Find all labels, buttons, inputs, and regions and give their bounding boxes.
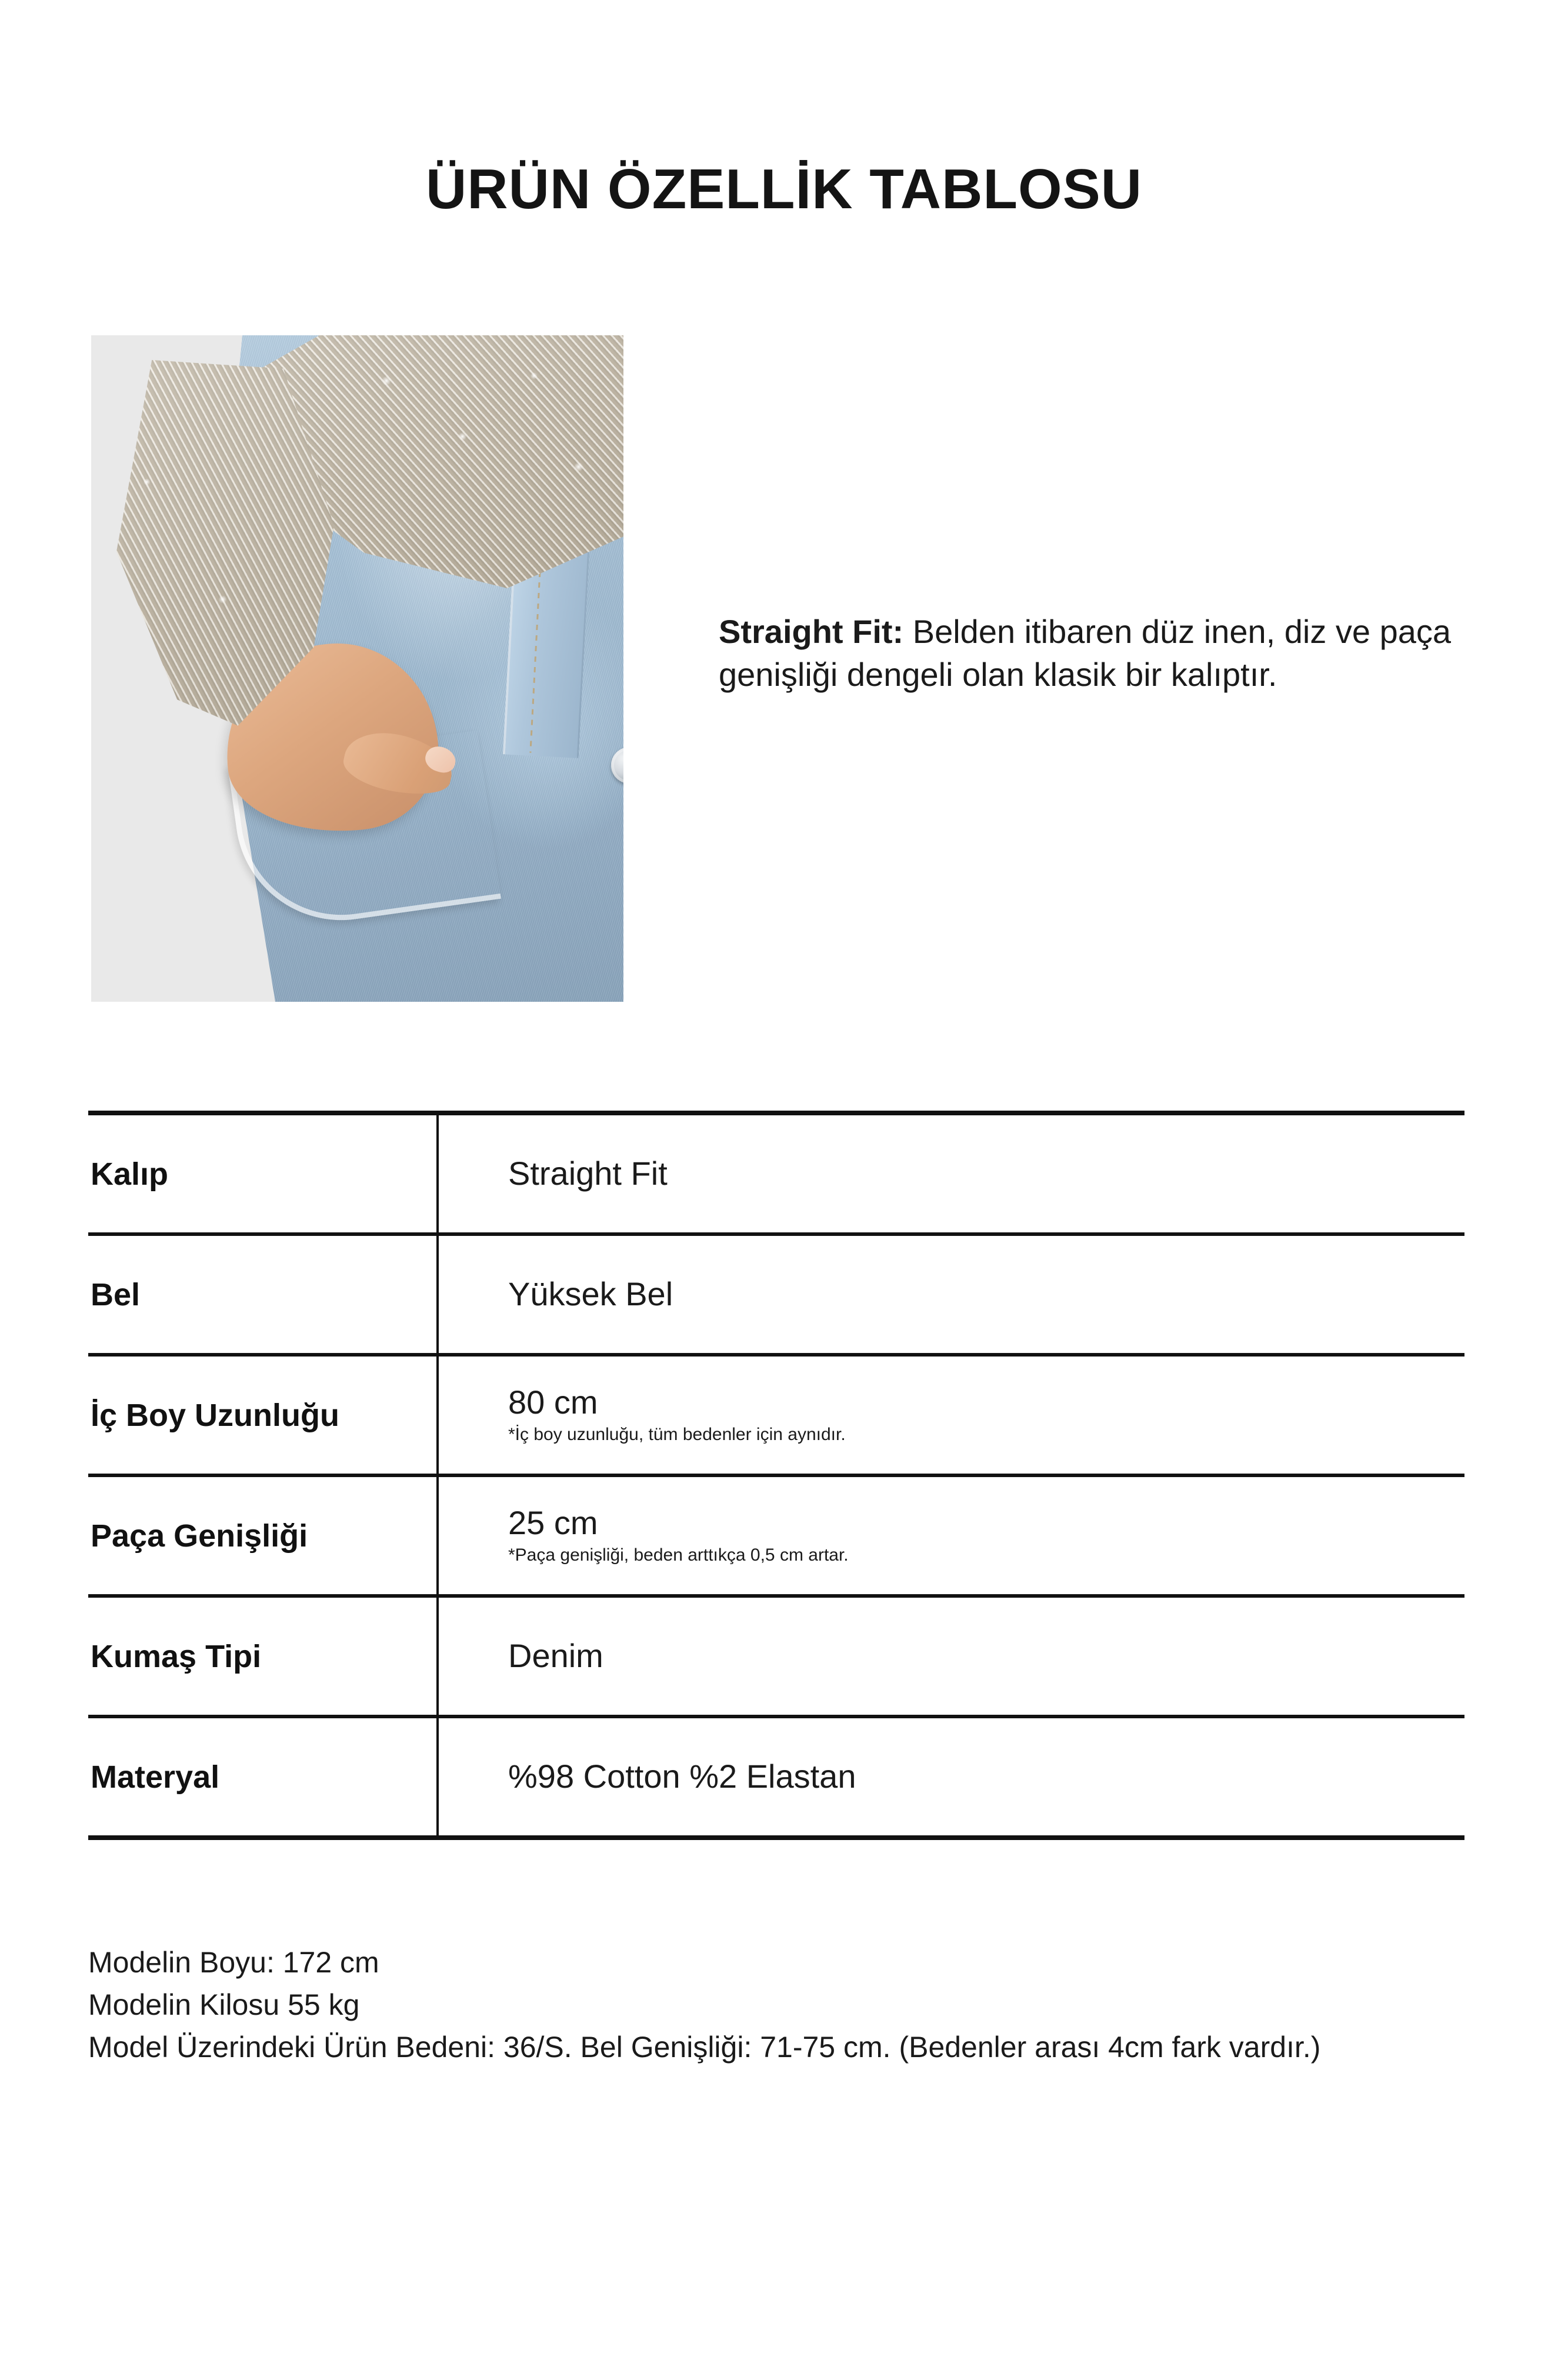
spec-value-note: *İç boy uzunluğu, tüm bedenler için aynıdır. xyxy=(508,1425,846,1445)
model-size-line: Model Üzerindeki Ürün Bedeni: 36/S. Bel Genişliği: 71-75 cm. (Bedenler arası 4cm fark vardır.) xyxy=(88,2031,1321,2064)
table-row xyxy=(88,1596,1464,1717)
spec-label: Kumaş Tipi xyxy=(88,1596,438,1717)
table-row xyxy=(88,1234,1464,1355)
spec-label: İç Boy Uzunluğu xyxy=(88,1355,438,1475)
spec-label: Kalıp xyxy=(88,1113,438,1234)
spec-value-main: Denim xyxy=(508,1637,603,1675)
spec-value-main: 80 cm xyxy=(508,1383,598,1421)
fit-description xyxy=(719,611,1454,696)
page-title: ÜRÜN ÖZELLİK TABLOSU xyxy=(425,158,1143,221)
fit-description-text: Belden itibaren düz inen, diz ve paça genişliği dengeli olan klasik bir kalıptır. xyxy=(719,613,1452,693)
spec-value xyxy=(438,1234,1464,1355)
spec-value-main: %98 Cotton %2 Elastan xyxy=(508,1758,856,1795)
spec-label: Paça Genişliği xyxy=(88,1475,438,1596)
model-height-line: Modelin Boyu: 172 cm xyxy=(88,1946,379,1979)
table-row xyxy=(88,1355,1464,1475)
spec-label: Bel xyxy=(88,1234,438,1355)
model-info xyxy=(88,1941,1459,2068)
spec-value xyxy=(438,1475,1464,1596)
table-row xyxy=(88,1475,1464,1596)
spec-value-main: 25 cm xyxy=(508,1504,598,1541)
spec-value-main: Straight Fit xyxy=(508,1155,668,1192)
spec-value xyxy=(438,1717,1464,1838)
spec-value xyxy=(438,1113,1464,1234)
spec-label: Materyal xyxy=(88,1717,438,1838)
model-weight-line: Modelin Kilosu 55 kg xyxy=(88,1988,360,2021)
product-photo xyxy=(91,335,623,1002)
spec-value-main: Yüksek Bel xyxy=(508,1275,673,1313)
spec-table xyxy=(88,1111,1464,1840)
table-row xyxy=(88,1113,1464,1234)
fit-description-label: Straight Fit: xyxy=(719,613,904,650)
spec-value xyxy=(438,1596,1464,1717)
spec-value-note: *Paça genişliği, beden arttıkça 0,5 cm artar. xyxy=(508,1545,849,1565)
table-row xyxy=(88,1717,1464,1838)
spec-value xyxy=(438,1355,1464,1475)
